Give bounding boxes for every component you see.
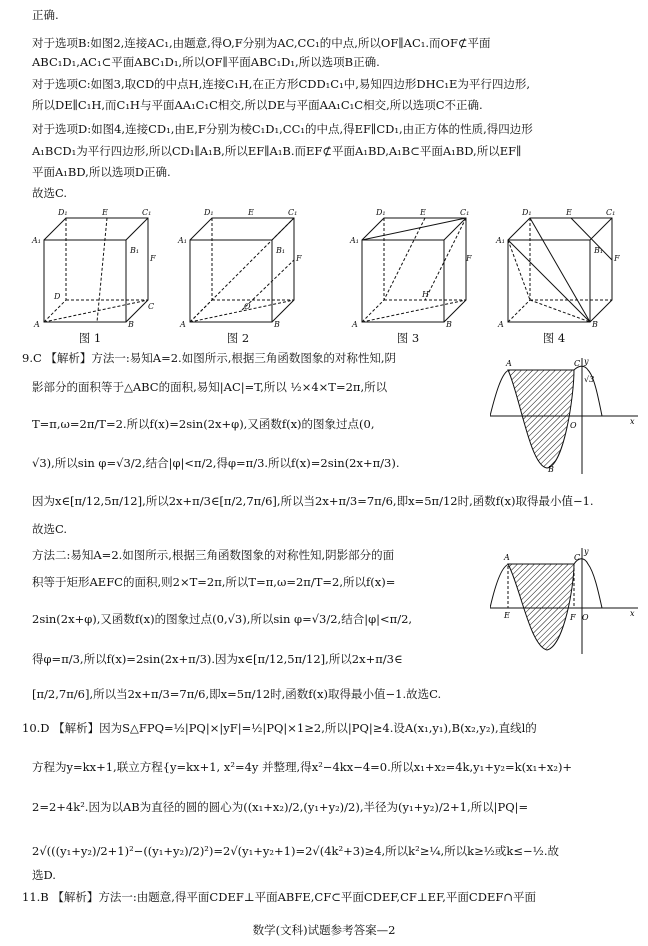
- cube-figures: [30, 205, 630, 335]
- svg-text:A: A: [34, 320, 40, 329]
- text-line: 方程为y=kx+1,联立方程{y=kx+1, x²=4y 并整理,得x²−4kx−4=0.所以x₁+x₂=4k,y₁+y₂=k(x₁+x₂)+: [32, 760, 573, 774]
- text-line: 平面A₁BD,所以选项D正确.: [32, 165, 171, 179]
- svg-text:C: C: [574, 359, 581, 368]
- text-line: 2=2+4k².因为以AB为直径的圆的圆心为((x₁+x₂)/2,(y₁+y₂)/2),半径为(y₁+y₂)/2+1,所以|PQ|=: [32, 800, 529, 814]
- text-line: 积等于矩形AEFC的面积,则2×T=2π,所以T=π,ω=2π/T=2,所以f(x)=: [32, 575, 396, 589]
- svg-text:O: O: [582, 613, 589, 622]
- text-line: 故选C.: [32, 186, 68, 200]
- text-line: ABC₁D₁,AC₁⊂平面ABC₁D₁,所以OF∥平面ABC₁D₁,所以选项B正确.: [32, 55, 380, 69]
- svg-text:E: E: [504, 611, 510, 620]
- text-line: 对于选项B:如图2,连接AC₁,由题意,得O,F分别为AC,CC₁的中点,所以OF∥AC₁.而OF⊄平面: [32, 36, 491, 50]
- text-line: 影部分的面积等于△ABC的面积,易知|AC|=T,所以 ½×4×T=2π,所以: [32, 380, 388, 394]
- svg-text:B₁: B₁: [130, 246, 140, 255]
- svg-text:x: x: [630, 609, 635, 618]
- svg-text:D₁: D₁: [58, 208, 68, 217]
- svg-text:D₁: D₁: [376, 208, 386, 217]
- svg-text:C₁: C₁: [142, 208, 152, 217]
- text-line: 对于选项D:如图4,连接CD₁,由E,F分别为棱C₁D₁,CC₁的中点,得EF∥CD₁,由正方体的性质,得四边形: [32, 122, 533, 136]
- figure-caption-1: 图 1: [78, 331, 102, 345]
- text-line: 所以DE∥C₁H,而C₁H与平面AA₁C₁C相交,所以DE与平面AA₁C₁C相交,所以选项C不正确.: [32, 98, 483, 112]
- text-line: 2√(((y₁+y₂)/2+1)²−((y₁+y₂)/2)²)=2√(y₁+y₂+1)=2√(4k²+3)≥4,所以k²≥¼,所以k≥½或k≤−½.故: [32, 844, 559, 858]
- svg-text:y: y: [584, 357, 589, 366]
- svg-text:O: O: [244, 302, 251, 311]
- svg-text:O: O: [570, 421, 577, 430]
- svg-text:C₁: C₁: [460, 208, 470, 217]
- text-line: 选D.: [32, 868, 56, 882]
- text-line: √3),所以sin φ=√3/2,结合|φ|<π/2,得φ=π/3.所以f(x)=2sin(2x+π/3).: [32, 456, 400, 470]
- svg-text:√3: √3: [584, 375, 595, 384]
- svg-text:B₁: B₁: [594, 246, 604, 255]
- svg-text:D₁: D₁: [522, 208, 532, 217]
- text-line: 9.C 【解析】方法一:易知A=2.如图所示,根据三角函数图象的对称性知,阴: [22, 351, 397, 365]
- svg-text:A₁: A₁: [350, 236, 359, 245]
- sine-graph-1: [490, 356, 640, 476]
- svg-text:A₁: A₁: [496, 236, 505, 245]
- svg-text:F: F: [614, 254, 620, 263]
- svg-text:F: F: [570, 613, 576, 622]
- text-line: 因为x∈[π/12,5π/12],所以2x+π/3∈[π/2,7π/6],所以当2x+π/3=7π/6,即x=5π/12时,函数f(x)取得最小值−1.: [32, 494, 594, 508]
- svg-text:D₁: D₁: [204, 208, 214, 217]
- svg-text:A: A: [352, 320, 358, 329]
- text-line: [π/2,7π/6],所以当2x+π/3=7π/6,即x=5π/12时,函数f(x)取得最小值−1.故选C.: [32, 687, 442, 701]
- svg-text:A₁: A₁: [32, 236, 41, 245]
- text-line: 方法二:易知A=2.如图所示,根据三角函数图象的对称性知,阴影部分的面: [32, 548, 395, 562]
- text-line: 10.D 【解析】因为S△FPQ=½|PQ|×|yF|=½|PQ|×1≥2,所以|PQ|≥4.设A(x₁,y₁),B(x₂,y₂),直线l的: [22, 721, 537, 735]
- svg-text:E: E: [420, 208, 426, 217]
- svg-text:x: x: [630, 417, 635, 426]
- text-line: T=π,ω=2π/T=2.所以f(x)=2sin(2x+φ),又函数f(x)的图象过点(0,: [32, 417, 375, 431]
- cube-figure-2: [190, 218, 294, 322]
- svg-text:B: B: [548, 465, 554, 474]
- svg-text:A: A: [506, 359, 512, 368]
- svg-text:F: F: [150, 254, 156, 263]
- sine-graph-2: [490, 546, 640, 656]
- svg-text:F: F: [296, 254, 302, 263]
- text-line: 正确.: [32, 8, 59, 22]
- svg-text:D: D: [54, 292, 61, 301]
- svg-text:E: E: [248, 208, 254, 217]
- svg-text:B: B: [128, 320, 134, 329]
- svg-text:C₁: C₁: [606, 208, 616, 217]
- svg-text:C: C: [148, 302, 155, 311]
- text-line: 得φ=π/3,所以f(x)=2sin(2x+π/3).因为x∈[π/12,5π/12],所以2x+π/3∈: [32, 652, 403, 666]
- svg-text:y: y: [584, 547, 589, 556]
- svg-text:B: B: [446, 320, 452, 329]
- svg-text:C₁: C₁: [288, 208, 298, 217]
- svg-text:E: E: [566, 208, 572, 217]
- figure-caption-2: 图 2: [226, 331, 250, 345]
- svg-text:B₁: B₁: [276, 246, 286, 255]
- cube-figure-1: [44, 218, 148, 322]
- svg-text:E: E: [102, 208, 108, 217]
- text-line: 对于选项C:如图3,取CD的中点H,连接C₁H,在正方形CDD₁C₁中,易知四边形DHC₁E为平行四边形,: [32, 77, 531, 91]
- page-footer: 数学(文科)试题参考答案—2: [252, 923, 396, 937]
- svg-text:B: B: [592, 320, 598, 329]
- text-line: 2sin(2x+φ),又函数f(x)的图象过点(0,√3),所以sin φ=√3/2,结合|φ|<π/2,: [32, 612, 413, 626]
- text-line: 故选C.: [32, 522, 68, 536]
- svg-text:A: A: [504, 553, 510, 562]
- text-line: 11.B 【解析】方法一:由题意,得平面CDEF⊥平面ABFE,CF⊂平面CDEF,CF⊥EF,平面CDEF∩平面: [22, 890, 536, 904]
- figure-caption-3: 图 3: [396, 331, 420, 345]
- figure-caption-4: 图 4: [542, 331, 566, 345]
- text-line: A₁BCD₁为平行四边形,所以CD₁∥A₁B,所以EF∥A₁B.而EF⊄平面A₁BD,A₁B⊂平面A₁BD,所以EF∥: [32, 144, 522, 158]
- svg-text:C: C: [574, 553, 581, 562]
- svg-text:F: F: [466, 254, 472, 263]
- cube-figure-4: [508, 218, 612, 322]
- svg-text:A: A: [498, 320, 504, 329]
- svg-text:A₁: A₁: [178, 236, 187, 245]
- svg-text:H: H: [422, 290, 429, 299]
- cube-figure-3: [362, 218, 466, 322]
- svg-text:A: A: [180, 320, 186, 329]
- svg-text:B: B: [274, 320, 280, 329]
